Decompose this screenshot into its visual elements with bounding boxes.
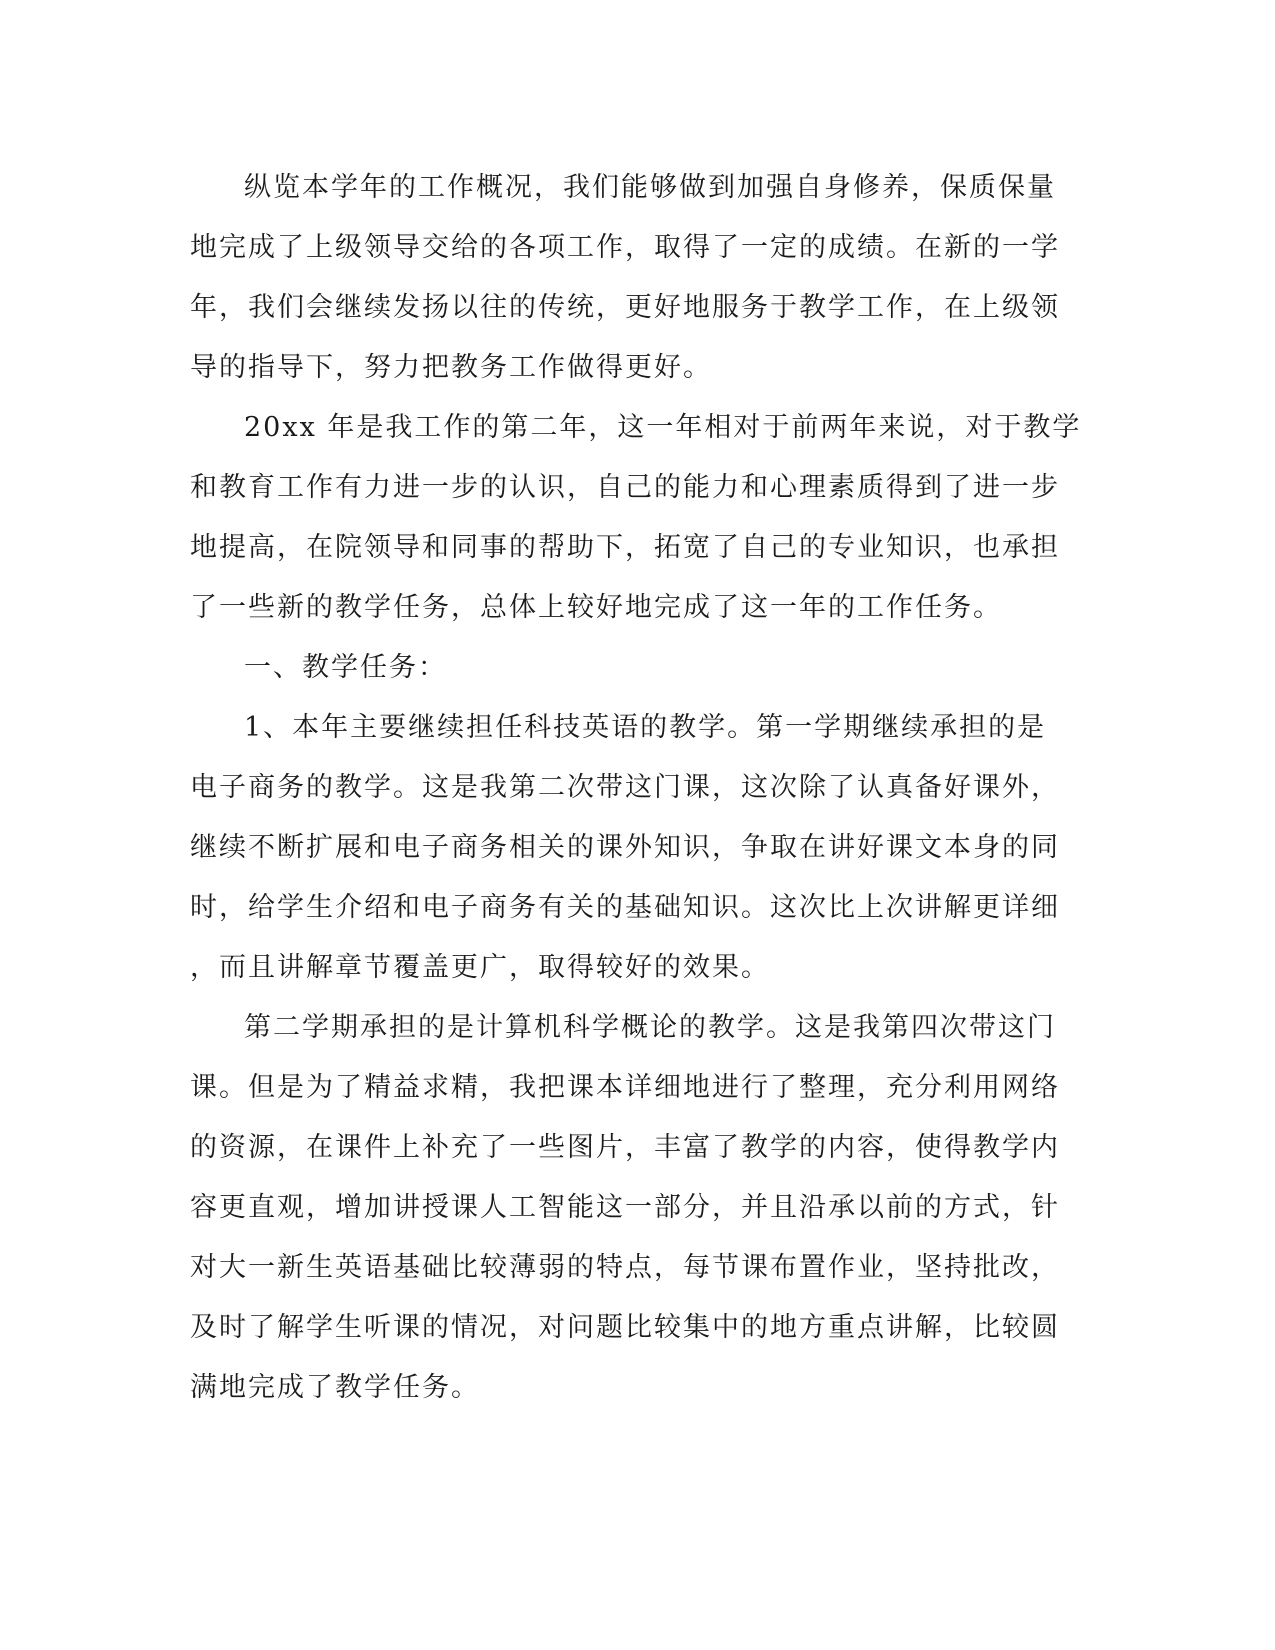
- text-line: 了一些新的教学任务，总体上较好地完成了这一年的工作任务。: [190, 592, 1002, 623]
- paragraph-first-semester: [190, 698, 1090, 998]
- paragraph-second-semester: [190, 998, 1090, 1418]
- text-line: 对大一新生英语基础比较薄弱的特点，每节课布置作业，坚持批改，: [190, 1252, 1060, 1283]
- document-body: [190, 158, 1090, 1418]
- text-line: 及时了解学生听课的情况，对问题比较集中的地方重点讲解，比较圆: [190, 1312, 1060, 1343]
- text-line: ，而且讲解章节覆盖更广，取得较好的效果。: [190, 952, 770, 983]
- text-line: 地完成了上级领导交给的各项工作，取得了一定的成绩。在新的一学: [190, 232, 1060, 263]
- text-line: 20xx 年是我工作的第二年，这一年相对于前两年来说，对于教学: [244, 412, 1082, 443]
- text-line: 继续不断扩展和电子商务相关的课外知识，争取在讲好课文本身的同: [190, 832, 1060, 863]
- text-line: 第二学期承担的是计算机科学概论的教学。这是我第四次带这门: [244, 1012, 1056, 1043]
- section-heading-teaching-tasks: [190, 638, 1090, 698]
- text-line: 年，我们会继续发扬以往的传统，更好地服务于教学工作，在上级领: [190, 292, 1060, 323]
- text-line: 时，给学生介绍和电子商务有关的基础知识。这次比上次讲解更详细: [190, 892, 1060, 923]
- text-line: 电子商务的教学。这是我第二次带这门课，这次除了认真备好课外，: [190, 772, 1060, 803]
- text-line: 容更直观，增加讲授课人工智能这一部分，并且沿承以前的方式，针: [190, 1192, 1060, 1223]
- text-line: 的资源，在课件上补充了一些图片，丰富了教学的内容，使得教学内: [190, 1132, 1060, 1163]
- paragraph-year-overview: [190, 398, 1090, 638]
- text-line: 地提高，在院领导和同事的帮助下，拓宽了自己的专业知识，也承担: [190, 532, 1060, 563]
- text-line: 满地完成了教学任务。: [190, 1372, 480, 1403]
- text-line: 纵览本学年的工作概况，我们能够做到加强自身修养，保质保量: [244, 172, 1056, 203]
- text-line: 和教育工作有力进一步的认识，自己的能力和心理素质得到了进一步: [190, 472, 1060, 503]
- paragraph-summary: [190, 158, 1090, 398]
- text-line: 导的指导下，努力把教务工作做得更好。: [190, 352, 712, 383]
- text-line: 一、教学任务：: [244, 652, 447, 683]
- text-line: 课。但是为了精益求精，我把课本详细地进行了整理，充分利用网络: [190, 1072, 1060, 1103]
- text-line: 1、本年主要继续担任科技英语的教学。第一学期继续承担的是: [244, 712, 1047, 743]
